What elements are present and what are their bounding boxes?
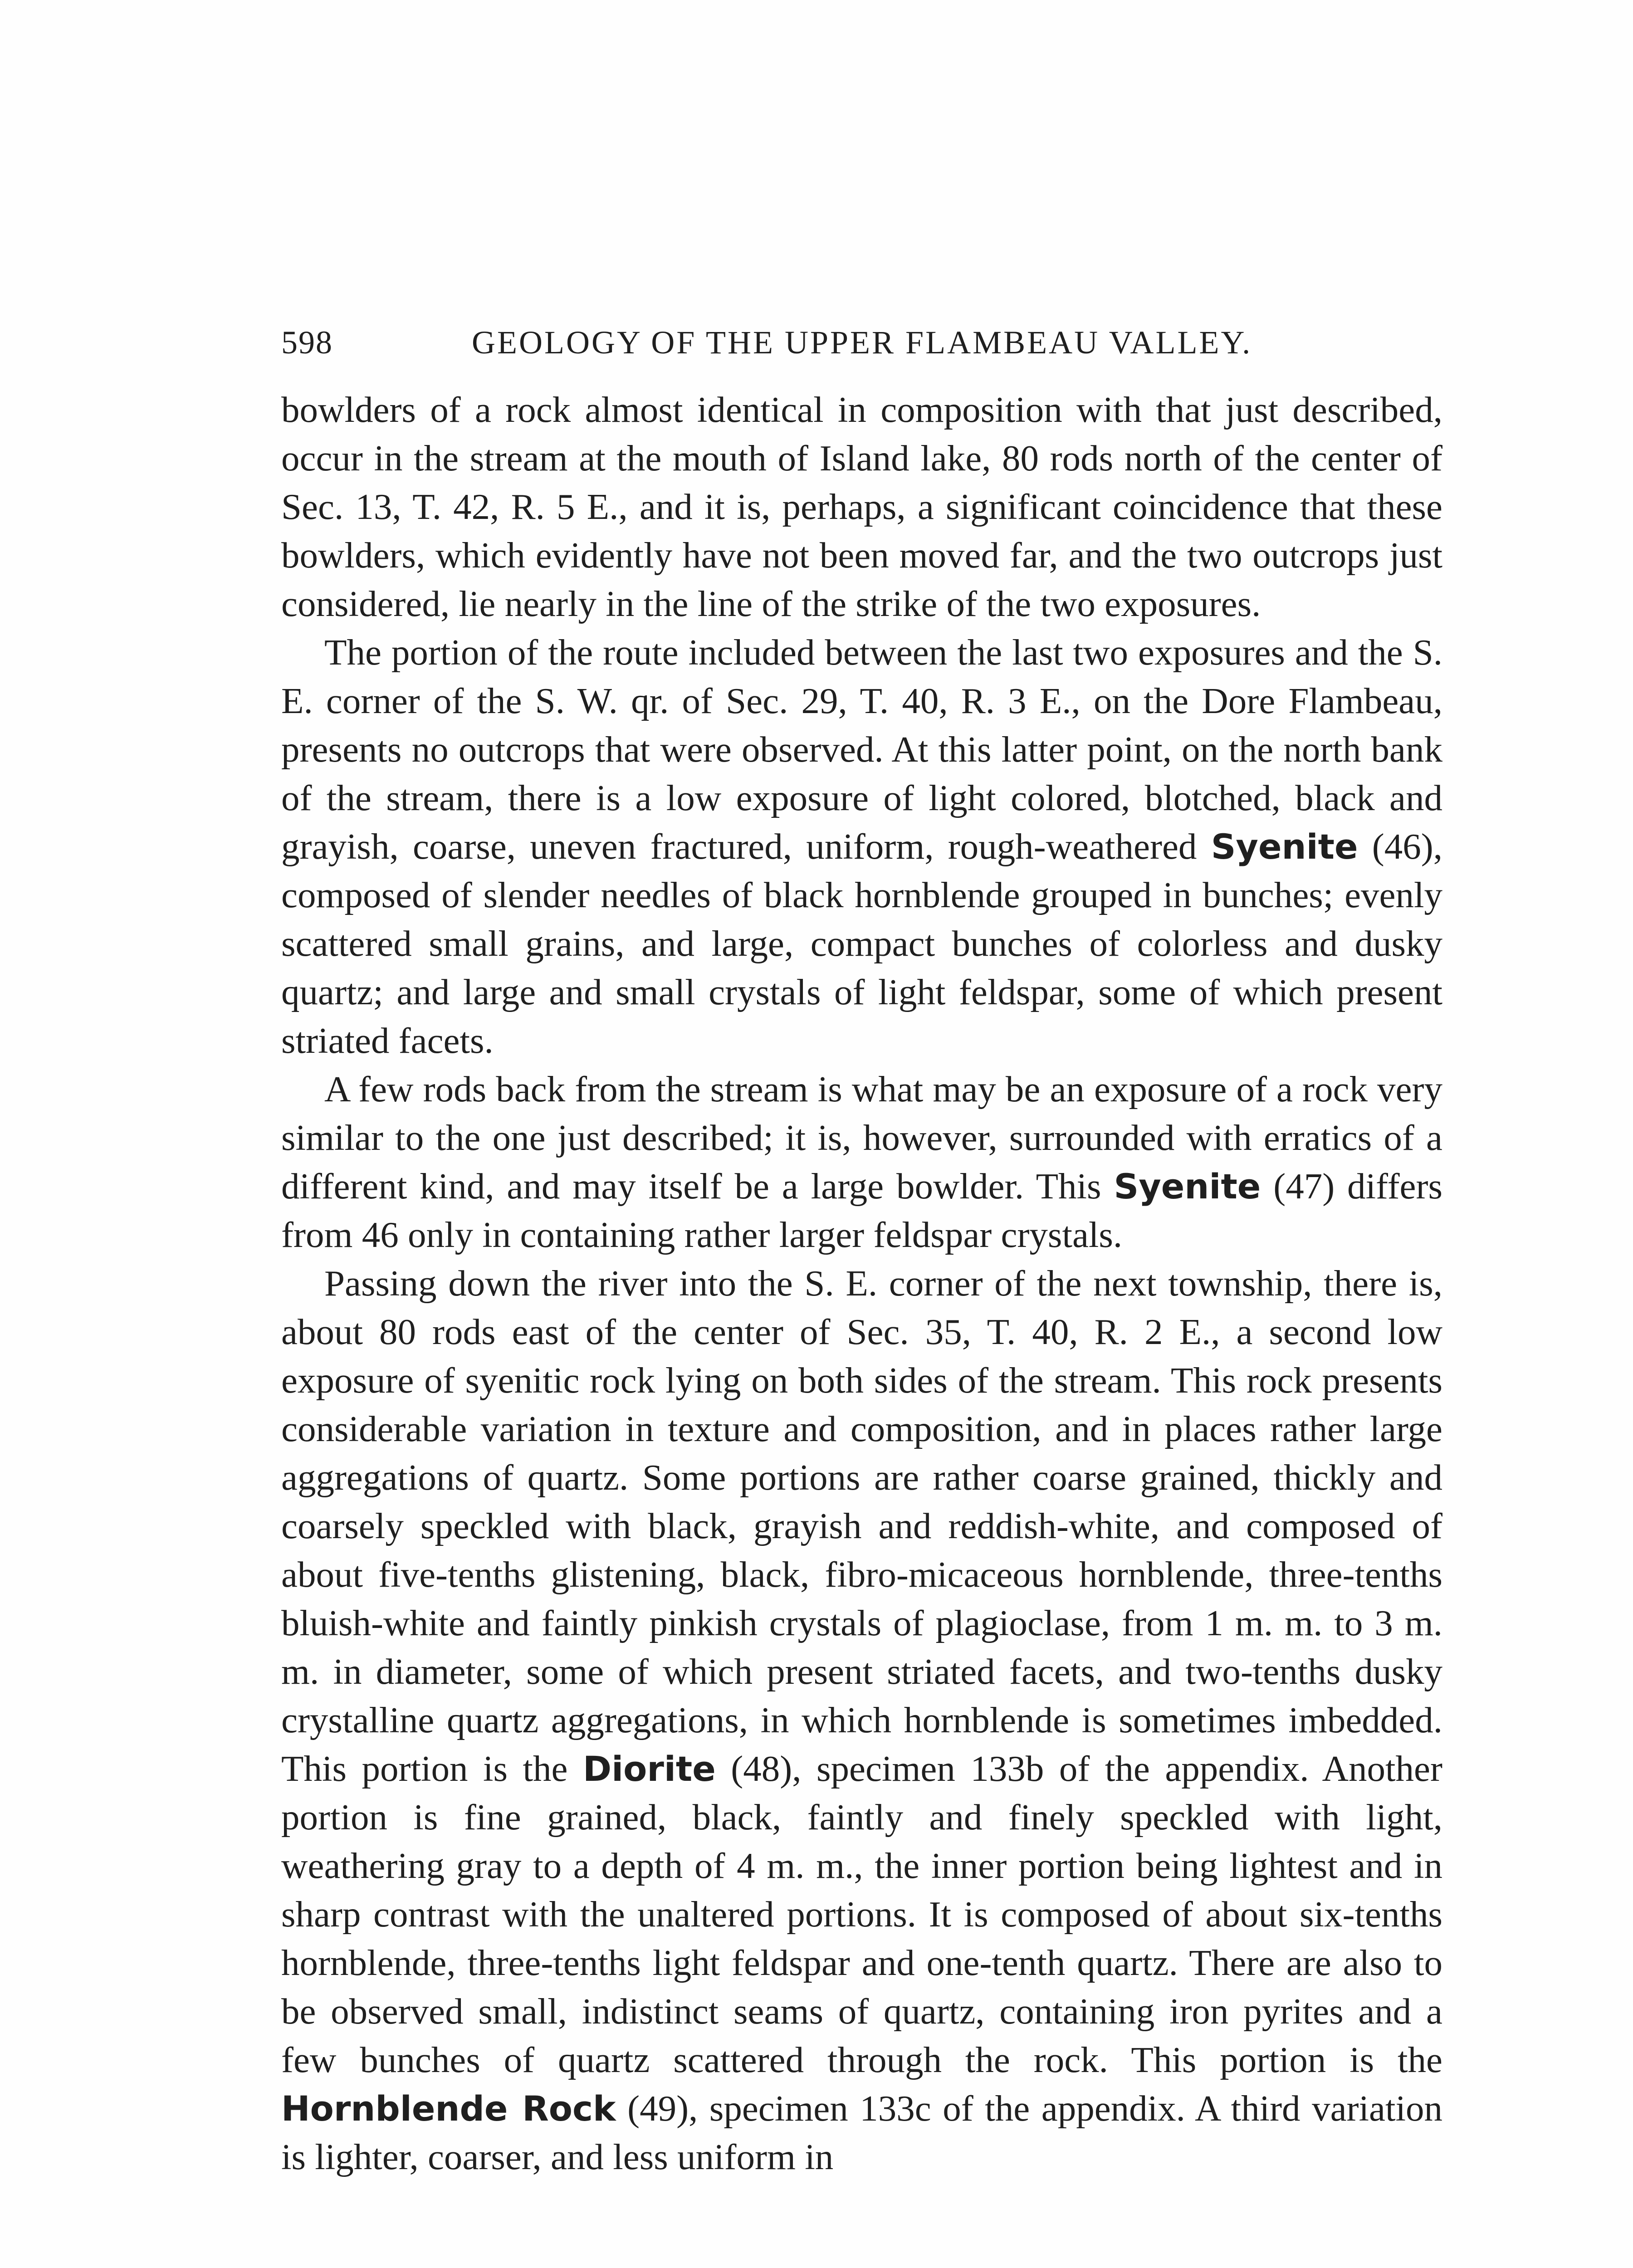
paragraph-syenite-47	[281, 1065, 1442, 1259]
rock-term-hornblende-rock: Hornblende Rock	[281, 2088, 616, 2129]
paragraph-text: (46), composed of slender needles of black hornblende grouped in bunches; evenly scattered small grains, and large, compact bunches of colorless and dusky quartz; and large and small crystals of light feldspar, some of which present striated facets.	[281, 826, 1442, 1061]
paragraph-diorite-hornblende	[281, 1259, 1442, 2181]
running-title: GEOLOGY OF THE UPPER FLAMBEAU VALLEY.	[472, 324, 1252, 361]
paragraph-text: bowlders of a rock almost identical in composition with that just described, occur in the stream at the mouth of Island lake, 80 rods north of the center of Sec. 13, T. 42, R. 5 E., and it is, perhaps, a significant coincidence that these bowlders, which evidently have not been moved far, and the two outcrops just considered, lie nearly in the line of the strike of the two exposures.	[281, 389, 1442, 624]
paragraph-text: Passing down the river into the S. E. corner of the next township, there is, about 80 rods east of the center of Sec. 35, T. 40, R. 2 E., a second low exposure of syenitic rock lying on both sides of the stream. This rock presents considerable variation in texture and composition, and in places rather large aggregations of quartz. Some portions are rather coarse grained, thickly and coarsely speckled with black, grayish and reddish-white, and composed of about five-tenths glistening, black, fibro-micaceous hornblende, three-tenths bluish-white and faintly pinkish crystals of plagioclase, from 1 m. m. to 3 m. m. in diameter, some of which present striated facets, and two-tenths dusky crystalline quartz aggregations, in which hornblende is sometimes imbedded. This portion is the	[281, 1263, 1442, 1789]
paragraph-text: The portion of the route included between the last two exposures and the S. E. corner of the S. W. qr. of Sec. 29, T. 40, R. 3 E., on the Dore Flambeau, presents no outcrops that were observed. At this latter point, on the north bank of the stream, there is a low exposure of light colored, blotched, black and grayish, coarse, uneven fractured, uniform, rough-weathered	[281, 632, 1442, 867]
rock-term-diorite: Diorite	[583, 1749, 716, 1789]
paragraph-bowlders	[281, 386, 1442, 628]
rock-term-syenite: Syenite	[1114, 1166, 1261, 1207]
page-header	[281, 318, 1442, 367]
paragraph-text: A few rods back from the stream is what may be an exposure of a rock very similar to the one just described; it is, however, surrounded with erratics of a different kind, and may itself be a large bowlder. This	[281, 1069, 1442, 1207]
paragraph-text: (48), specimen 133b of the appendix. Another portion is fine grained, black, faintly and finely speckled with light, weathering gray to a depth of 4 m. m., the inner portion being lightest and in sharp contrast with the unaltered portions. It is composed of about six-tenths hornblende, three-tenths light feldspar and one-tenth quartz. There are also to be observed small, indistinct seams of quartz, containing iron pyrites and a few bunches of quartz scattered through the rock. This portion is the	[281, 1748, 1442, 2080]
paragraph-text: (49), specimen 133c of the appendix. A third variation is lighter, coarser, and less uniform in	[281, 2088, 1442, 2177]
rock-term-syenite: Syenite	[1211, 826, 1358, 867]
body-text	[281, 386, 1442, 2181]
paragraph-syenite-46	[281, 628, 1442, 1065]
paragraph-text: (47) differs from 46 only in containing rather larger feldspar crystals.	[281, 1166, 1442, 1255]
page-number: 598	[281, 324, 333, 361]
